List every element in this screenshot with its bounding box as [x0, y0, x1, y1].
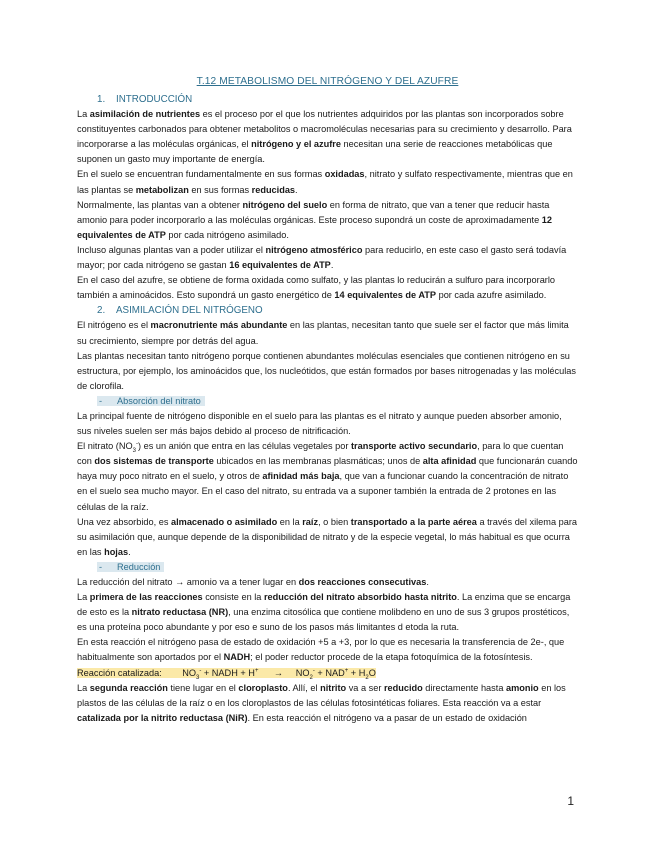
paragraph: En esta reacción el nitrógeno pasa de estado de oxidación +5 a +3, por lo que es necesaria la transferencia de 2e-, que habitualmente son aportados por el NADH; el poder reductor procede de la etapa fotoquímica de la fotosíntesis. [77, 637, 565, 663]
section-heading-introduccion: 1. INTRODUCCIÓN [97, 94, 193, 105]
paragraph: La reducción del nitrato → amonio va a tener lugar en dos reacciones consecutivas. [77, 577, 429, 587]
paragraph: Una vez absorbido, es almacenado o asimilado en la raíz, o bien transportado a la parte aérea a través del xilema para su asimilación que, aunque depende de la disponibilidad de nitrato y de la especie vegetal, lo más habitual es que ocurra en las hojas. [77, 516, 577, 557]
paragraph: El nitrato $(NO_3^-)$ es un anión que entra en las células vegetales por transporte activo secundario, para lo que cuentan con dos sistemas de transporte ubicados en las membranas plasmáticas; unos de alta afinidad que funcionarán cuando haya muy poco nitrato en el suelo, y otros de afinidad más baja, que van a funcionar cuando la concentración de nitrato en el suelo sea mucho mayor. En el caso del nitrato, su entrada va a suponer también la entrada de 2 protones en las células de la raíz. [77, 441, 578, 512]
paragraph: La asimilación de nutrientes es el proceso por el que los nutrientes adquiridos por las plantas son incorporados sobre constituyentes carbonados para obtener metabolitos o macromoléculas necesarias para su crecimiento y desarrollo. Para incorporarse a las moléculas orgánicas, el nitrógeno y el azufre necesitan una serie de reacciones metabólicas que suponen un gasto muy importante de energía. [77, 109, 572, 165]
paragraph: La segunda reacción tiene lugar en el cloroplasto. Allí, el nitrito va a ser reducido directamente hasta amonio en los plastos de las células de la raíz o en los cloroplastos de las células fotosintéticas foliares. Esta reacción va a estar catalizada por la nitrito reductasa (NiR). En esta reacción el nitrógeno va a pasar de un estado de oxidación [77, 682, 566, 723]
paragraph: El nitrógeno es el macronutriente más abundante en las plantas, necesitan tanto que suele ser el factor que más limita su crecimiento, siempre por detrás del agua. [77, 320, 569, 346]
page-title: T.12 METABOLISMO DEL NITRÓGENO Y DEL AZUFRE [196, 76, 459, 87]
document-body [77, 92, 578, 726]
page-number: 1 [567, 794, 574, 808]
paragraph: Incluso algunas plantas van a poder utilizar el nitrógeno atmosférico para reducirlo, en este caso el gasto será todavía mayor; por cada nitrógeno se gastan 16 equivalentes de ATP. [77, 244, 567, 271]
paragraph: Las plantas necesitan tanto nitrógeno porque contienen abundantes moléculas esenciales que contienen nitrógeno en su estructura, por ejemplo, los aminoácidos que, los nucleótidos, que están formados por bases nitrogenadas y las moléculas de clorofila. [77, 350, 576, 391]
paragraph: En el suelo se encuentran fundamentalmente en sus formas oxidadas, nitrato y sulfato respectivamente, mientras que en las plantas se metabolizan en sus formas reducidas. [77, 169, 573, 195]
reaction-equation: Reacción catalizada: $NO_3^-$ + NADH + H+ → $NO_2^- + NAD^+ + H_2O$ [77, 667, 376, 681]
paragraph: La principal fuente de nitrógeno disponible en el suelo para las plantas es el nitrato y aunque pueden absorber amonio, sus niveles suelen ser más bajos debido al proceso de nitrificación. [77, 410, 562, 437]
paragraph: Normalmente, las plantas van a obtener nitrógeno del suelo en forma de nitrato, que van a tener que reducir hasta amonio para poder incorporarlo a las moléculas orgánicas. Este proceso supondrá un coste de aproximadamente 12 equivalentes de ATP por cada nitrógeno asimilado. [77, 199, 552, 240]
paragraph: En el caso del azufre, se obtiene de forma oxidada como sulfato, y las plantas lo reducirán a sulfuro para incorporarlo también a aminoácidos. Esto supondrá un gasto energético de 14 equivalentes de ATP por cada azufre asimilado. [77, 275, 556, 301]
section-heading-asimilacion: 2. ASIMILACIÓN DEL NITRÓGENO [97, 305, 263, 317]
subsection-heading-reduccion: - Reducción [77, 560, 578, 575]
arrow-icon: → [273, 667, 283, 678]
paragraph: La primera de las reacciones consiste en la reducción del nitrato absorbido hasta nitrito. La enzima que se encarga de esto es la nitrato reductasa (NR), una enzima citosólica que contiene molibdeno en uno de sus 3 grupos prostéticos, es una proteína poco abundante y por eso e suno de los pasos más limitantes d etoda la ruta. [77, 592, 571, 633]
subsection-heading-absorcion: - Absorción del nitrato [77, 394, 578, 409]
